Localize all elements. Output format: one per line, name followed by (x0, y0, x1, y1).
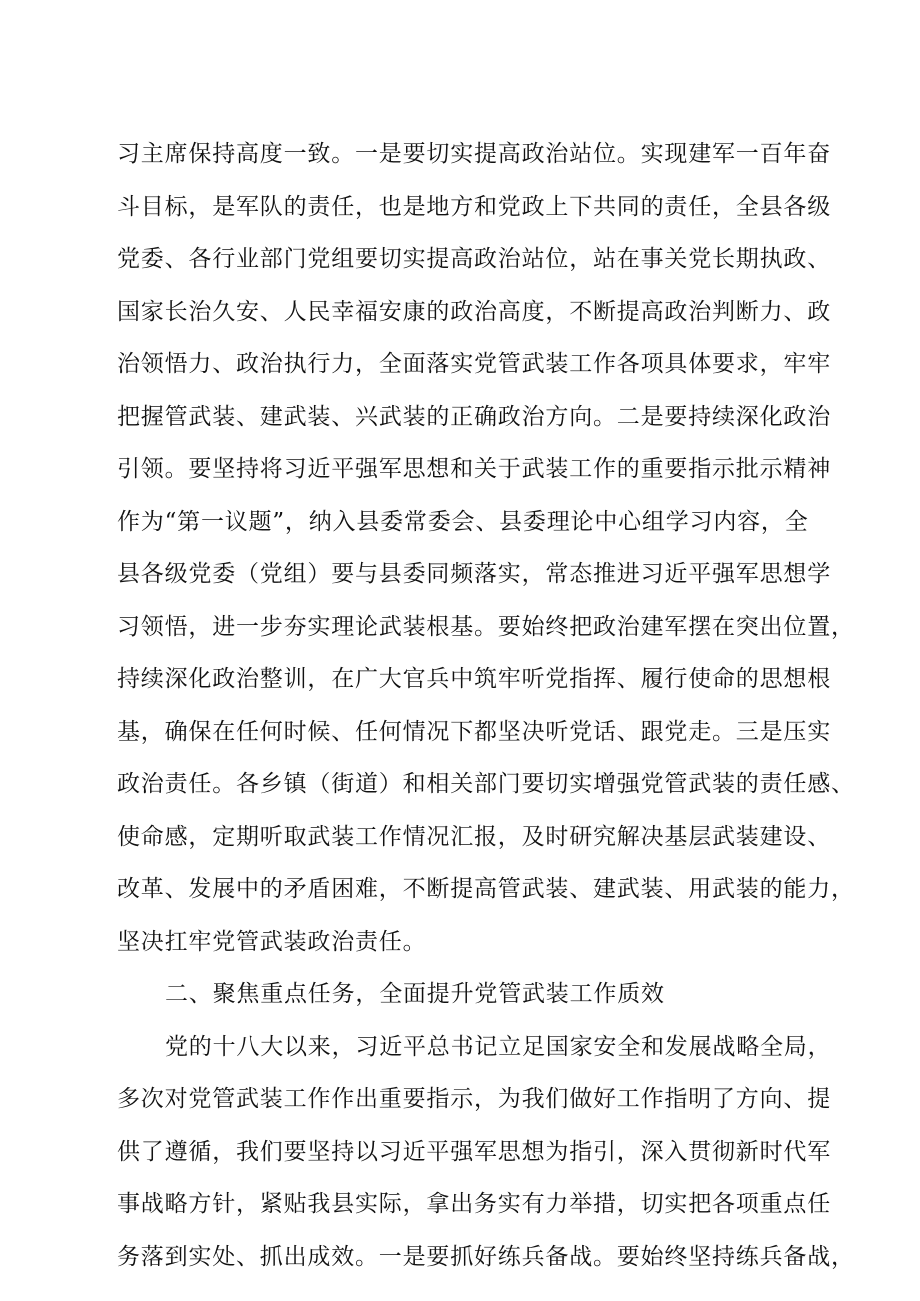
paragraph-2 (117, 1021, 855, 1284)
text-line: 县各级党委（党组）要与县委同频落实，常态推进习近平强军思想学 (117, 561, 831, 587)
text-line: 引领。要坚持将习近平强军思想和关于武装工作的重要指示批示精神 (117, 456, 831, 482)
text-line: 坚决扛牢党管武装政治责任。 (117, 928, 427, 955)
paragraph-1 (117, 128, 855, 968)
text-line: 斗目标，是军队的责任，也是地方和党政上下共同的责任，全县各级 (117, 193, 831, 220)
document-body (117, 128, 855, 1283)
text-line: 习主席保持高度一致。一是要切实提高政治站位。实现建军一百年奋 (117, 141, 831, 167)
text-line: 使命感，定期听取武装工作情况汇报，及时研究解决基层武装建设、 (117, 823, 831, 850)
text-line: 治领悟力、政治执行力，全面落实党管武装工作各项具体要求，牢牢 (117, 351, 831, 377)
text-line: 事战略方针，紧贴我县实际，拿出务实有力举措，切实把各项重点任 (117, 1191, 831, 1217)
heading-text: 二、聚焦重点任务，全面提升党管武装工作质效 (165, 981, 665, 1007)
text-line: 基，确保在任何时候、任何情况下都坚决听党话、跟党走。三是压实 (117, 718, 831, 745)
text-line: 党委、各行业部门党组要切实提高政治站位，站在事关党长期执政、 (117, 246, 831, 272)
text-line: 党的十八大以来，习近平总书记立足国家安全和发展战略全局， (165, 1033, 832, 1060)
text-line: 持续深化政治整训，在广大官兵中筑牢听党指挥、履行使命的思想根 (117, 666, 831, 692)
text-line: 习领悟，进一步夯实理论武装根基。要始终把政治建军摆在突出位置， (117, 613, 855, 640)
text-line: 把握管武装、建武装、兴武装的正确政治方向。二是要持续深化政治 (117, 403, 831, 430)
text-line: 作为“第一议题”，纳入县委常委会、县委理论中心组学习内容，全 (117, 508, 809, 535)
text-line: 改革、发展中的矛盾困难，不断提高管武装、建武装、用武装的能力， (117, 876, 855, 902)
text-line: 国家长治久安、人民幸福安康的政治高度，不断提高政治判断力、政 (117, 298, 831, 325)
text-line: 政治责任。各乡镇（街道）和相关部门要切实增强党管武装的责任感、 (117, 771, 855, 797)
text-line: 务落到实处、抓出成效。一是要抓好练兵备战。要始终坚持练兵备战， (117, 1243, 855, 1270)
text-line: 供了遵循，我们要坚持以习近平强军思想为指引，深入贯彻新时代军 (117, 1138, 831, 1165)
text-line: 多次对党管武装工作作出重要指示，为我们做好工作指明了方向、提 (117, 1086, 831, 1112)
section-heading-2 (117, 968, 805, 1021)
